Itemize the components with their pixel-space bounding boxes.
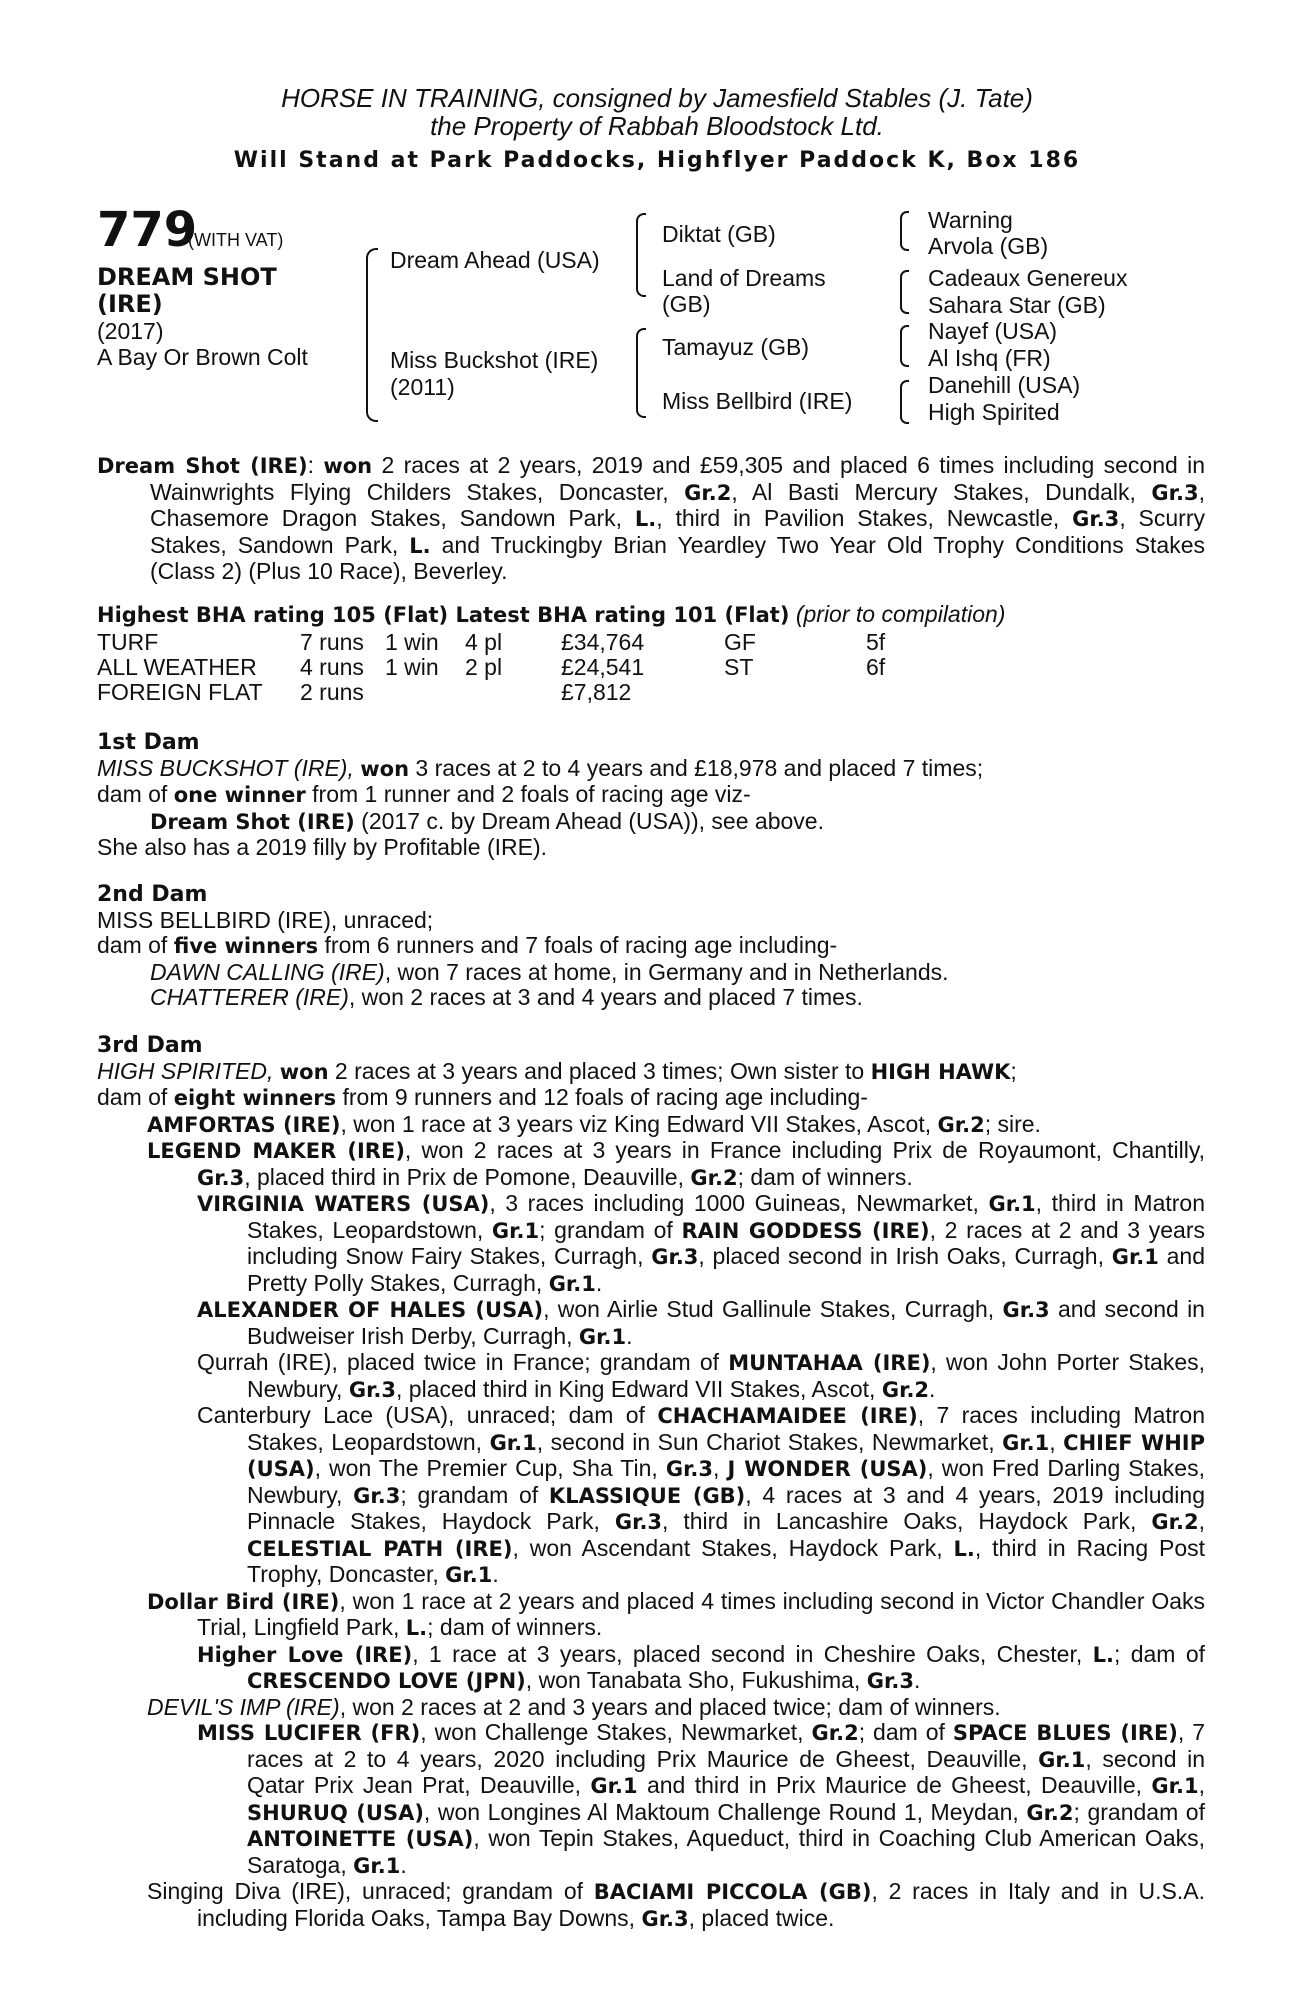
produce-name: DAWN CALLING (IRE) — [150, 958, 385, 985]
produce-text: , placed second in Irish Oaks, Curragh, — [698, 1243, 1112, 1269]
dam-sire-brace — [636, 328, 646, 418]
gen3-brace-3 — [900, 325, 909, 367]
table-cell: 1 win — [385, 654, 439, 680]
produce-name: ANTOINETTE (USA) — [247, 1827, 474, 1851]
summary-text: , Chasemore Dragon Stakes, Sandown Park, — [150, 478, 1205, 531]
produce-name: MISS LUCIFER (FR) — [197, 1721, 421, 1745]
dam-text: from 9 runners and 12 foals of racing age including- — [336, 1084, 868, 1110]
grade-label: Gr.1 — [1151, 1774, 1199, 1798]
grade-label: Gr.1 — [578, 1324, 627, 1349]
produce-name: CHACHAMAIDEE (IRE) — [657, 1404, 918, 1428]
produce-entry — [97, 1879, 1205, 1932]
produce-text: . — [929, 1375, 936, 1402]
dam-year: (2011) — [390, 374, 455, 400]
table-cell: 5f — [866, 629, 886, 655]
produce-name: CRESCENDO LOVE (JPN) — [247, 1669, 526, 1693]
grade-label: Gr.1 — [445, 1563, 493, 1587]
produce-text: , won John Porter Stakes, Newbury, — [247, 1349, 1206, 1402]
dam-text: 3 races at 2 to 4 years and £18,978 and placed 7 times; — [409, 754, 984, 781]
foal-name: Dream Shot (IRE) — [150, 809, 355, 834]
produce-text: , — [1198, 1508, 1205, 1534]
dam-text: (2017 c. by Dream Ahead (USA)), see above. — [354, 807, 824, 834]
produce-text: , 2 races at 2 and 3 years including Snow Fairy Stakes, Curragh, — [247, 1216, 1205, 1269]
produce-text: , won Fred Darling Stakes, Newbury, — [247, 1455, 1205, 1508]
produce-name: SHURUQ (USA) — [247, 1800, 424, 1825]
sibling-name: HIGH HAWK — [870, 1059, 1011, 1084]
produce-text: , won Challenge Stakes, Newmarket, — [420, 1719, 812, 1745]
produce-text: Canterbury Lace (USA), unraced; dam of — [197, 1402, 658, 1428]
produce-name: DEVIL'S IMP (IRE) — [147, 1693, 340, 1720]
produce-name: LEGEND MAKER (IRE) — [147, 1139, 405, 1163]
produce-name: SPACE BLUES (IRE) — [952, 1721, 1178, 1745]
produce-text: , won Longines Al Maktoum Challenge Round 1, Meydan, — [423, 1798, 1027, 1825]
dam-text: dam of — [97, 932, 174, 958]
section-heading: 2nd Dam — [97, 882, 208, 907]
dam-text: 2 races at 3 years and placed 3 times; Own sister to — [328, 1057, 871, 1084]
won-label: won — [279, 1059, 329, 1084]
dam-name: MISS BUCKSHOT (IRE), — [97, 754, 354, 781]
table-cell — [465, 680, 561, 705]
produce-text: ; dam of — [858, 1719, 953, 1745]
produce-text: , — [1198, 1772, 1205, 1798]
first-dam-section — [97, 730, 1205, 861]
produce-text: ; dam of — [1113, 1640, 1205, 1667]
produce-text: , won Tanabata Sho, Fukushima, — [525, 1667, 867, 1693]
race-record-summary: Dream Shot (IRE): won 2 races at 2 years, 2019 and £59,305 and placed 6 times including second in Wainwrights Flying Childers Stakes, Doncaster, Gr.2, Al Basti Mercury Stakes, Dundalk, Gr.3, Chasemore Dragon Stakes, Sandown Park, L., third in Pavilion Stakes, Newcastle, Gr.3, Scurry Stakes, Sandown Park, L. and Truckingby Brian Yeardley Two Year Old Trophy Conditions Stakes (Class 2) (Plus 10 Race), Beverley. — [97, 452, 1206, 584]
produce-text: , third in Matron Stakes, Leopardstown, — [247, 1190, 1205, 1243]
bha-ratings: Highest BHA rating 105 (Flat) Latest BHA rating 101 (Flat) — [97, 603, 790, 627]
produce-name: J WONDER (USA) — [727, 1457, 928, 1481]
stabling-line: Will Stand at Park Paddocks, Highflyer Paddock K, Box 186 — [233, 148, 1081, 173]
produce-text: . — [492, 1561, 499, 1587]
produce-text: , third in Lancashire Oaks, Haydock Park, — [662, 1508, 1152, 1534]
produce-name: KLASSIQUE (GB) — [548, 1483, 746, 1508]
grade-label: Gr.3 — [866, 1669, 914, 1693]
gen3-brace-1 — [900, 211, 909, 251]
table-cell: ALL WEATHER — [97, 654, 257, 680]
grade-label: Gr.1 — [590, 1774, 638, 1798]
section-heading: 3rd Dam — [97, 1033, 203, 1058]
won-label: won — [323, 454, 373, 478]
horse-suffix: (IRE) — [97, 290, 163, 318]
produce-text: , third in Racing Post Trophy, Doncaster, — [247, 1534, 1205, 1587]
sire-sire: Diktat (GB) — [662, 221, 776, 247]
table-row — [97, 630, 885, 655]
gen3-brace-4 — [900, 380, 909, 424]
sire-dam-dam: Sahara Star (GB) — [928, 292, 1106, 318]
produce-text: , won 2 races at 3 years in France including Prix de Royaumont, Chantilly, — [404, 1137, 1206, 1163]
grade-label: Gr.2 — [811, 1721, 859, 1745]
table-cell: 7 runs — [300, 629, 364, 655]
produce-entry — [97, 1297, 1205, 1350]
produce-text: . — [913, 1667, 921, 1693]
table-cell: 6f — [866, 654, 886, 680]
produce-text: ; sire. — [984, 1110, 1041, 1137]
produce-name: VIRGINIA WATERS (USA) — [197, 1192, 490, 1216]
summary-text: , Scurry Stakes, Sandown Park, — [150, 505, 1206, 558]
foaling-year: (2017) — [97, 318, 164, 344]
sire-dam-sire: Cadeaux Genereux — [928, 265, 1128, 291]
produce-text: . — [595, 1269, 603, 1296]
sire: Dream Ahead (USA) — [390, 247, 600, 273]
table-row — [97, 655, 885, 680]
grade-label: Gr.1 — [491, 1218, 540, 1243]
produce-name: CHATTERER (IRE) — [150, 984, 349, 1010]
summary-text: and Truckingby Brian Yeardley Two Year Old Trophy Conditions Stakes (Class 2) (Plus 10 Race), Beverley. — [150, 531, 1206, 584]
produce-text: Qurrah (IRE), placed twice in France; grandam of — [197, 1349, 729, 1375]
summary-text: , Al Basti Mercury Stakes, Dundalk, — [731, 478, 1152, 505]
table-cell: 2 pl — [465, 654, 503, 680]
grade-label: Gr.1 — [1038, 1747, 1086, 1772]
race-record-table — [97, 630, 885, 705]
produce-text: , won Tepin Stakes, Aqueduct, third in Coaching Club American Oaks, Saratoga, — [247, 1825, 1206, 1878]
grade-label: Gr.3 — [614, 1510, 663, 1534]
dam-text: MISS BELLBIRD (IRE), unraced; — [97, 906, 434, 933]
produce-text: ; grandam of — [1073, 1798, 1205, 1825]
grade-label: Gr.3 — [665, 1457, 714, 1481]
gen3-brace-2 — [900, 270, 909, 314]
produce-text: and second in Budweiser Irish Derby, Curragh, — [247, 1296, 1205, 1349]
listed-label: L. — [405, 1616, 428, 1640]
table-cell: ST — [724, 654, 754, 680]
grade-label: Gr.2 — [690, 1165, 738, 1190]
table-cell — [866, 680, 885, 705]
dam: Miss Buckshot (IRE) — [390, 347, 599, 373]
produce-text: . — [400, 1851, 407, 1878]
grade-label: Gr.1 — [1111, 1245, 1159, 1269]
produce-text: , won Airlie Stud Gallinule Stakes, Curragh, — [543, 1296, 1003, 1322]
property-line: the Property of Rabbah Bloodstock Ltd. — [430, 111, 884, 141]
dam-brace — [366, 338, 378, 422]
table-cell — [724, 680, 866, 705]
section-heading: 1st Dam — [97, 730, 200, 755]
produce-name: CHIEF WHIP (USA) — [247, 1430, 1205, 1481]
listed-label: L. — [1092, 1642, 1114, 1667]
produce-entry — [97, 1720, 1205, 1879]
table-cell: 2 runs — [300, 679, 364, 705]
winners-count: eight winners — [173, 1086, 337, 1110]
produce-name: Dollar Bird (IRE) — [147, 1589, 340, 1614]
grade-label: Gr.1 — [1002, 1430, 1050, 1455]
dam-text: dam of — [97, 1084, 174, 1110]
produce-text: , placed twice. — [688, 1904, 835, 1931]
dam-text: from 1 runner and 2 foals of racing age viz- — [305, 781, 751, 807]
produce-text: ; dam of winners. — [427, 1614, 603, 1640]
grade-label: Gr.3 — [651, 1245, 699, 1269]
winners-count: one winner — [173, 783, 306, 807]
produce-entry — [97, 1138, 1205, 1191]
grade-label: Gr.1 — [548, 1271, 596, 1296]
produce-text: and third in Prix Maurice de Gheest, Deauville, — [637, 1772, 1152, 1798]
table-cell: £24,541 — [561, 654, 645, 680]
produce-text: and Pretty Polly Stakes, Curragh, — [247, 1243, 1205, 1296]
produce-text: , 7 races at 2 to 4 years, 2020 including Prix Maurice de Gheest, Deauville, — [247, 1719, 1206, 1772]
table-cell: FOREIGN FLAT — [97, 679, 263, 705]
grade-label: Gr.1 — [353, 1853, 401, 1878]
produce-text: , — [713, 1455, 728, 1481]
won-label: won — [360, 756, 410, 781]
produce-text: . — [626, 1322, 633, 1349]
produce-name: BACIAMI PICCOLA (GB) — [593, 1880, 872, 1904]
dam-text: ; — [1010, 1057, 1017, 1084]
grade-label: Gr.3 — [1002, 1298, 1050, 1322]
second-dam-section — [97, 882, 1205, 1011]
listed-label: L. — [409, 533, 431, 558]
grade-label: Gr.3 — [348, 1377, 397, 1402]
horse-name: DREAM SHOT — [97, 263, 277, 291]
consignor-line: HORSE IN TRAINING, consigned by Jamesfield Stables (J. Tate) — [281, 83, 1033, 113]
vat-label: (WITH VAT) — [188, 230, 284, 250]
sire-brace — [366, 248, 378, 340]
dam-sire-sire: Nayef (USA) — [928, 318, 1058, 344]
produce-entry — [97, 1589, 1205, 1642]
table-cell: 4 runs — [300, 654, 364, 680]
sire-dam: Land of Dreams — [662, 265, 826, 291]
produce-text: , 2 races in Italy and in U.S.A. including Florida Oaks, Tampa Bay Downs, — [197, 1878, 1205, 1931]
dam-name: HIGH SPIRITED, — [97, 1057, 274, 1084]
dam-sire-dam: Al Ishq (FR) — [928, 345, 1051, 371]
summary-text: 2 races at 2 years, 2019 and £59,305 and placed 6 times including second in Wainwrights Flying Childers Stakes, Doncaster, — [150, 452, 1206, 505]
produce-text: , placed third in King Edward VII Stakes, Ascot, — [396, 1375, 882, 1402]
produce-text: , won 1 race at 3 years viz King Edward VII Stakes, Ascot, — [340, 1110, 938, 1137]
produce-name: MUNTAHAA (IRE) — [728, 1351, 931, 1375]
produce-entry — [97, 1642, 1205, 1695]
produce-text: Singing Diva (IRE), unraced; grandam of — [147, 1878, 594, 1904]
grade-label: Gr.2 — [1026, 1800, 1074, 1825]
produce-text: , won 2 races at 2 and 3 years and placed twice; dam of winners. — [339, 1693, 1001, 1720]
grade-label: Gr.3 — [197, 1165, 245, 1190]
produce-name: AMFORTAS (IRE) — [147, 1112, 341, 1137]
produce-text: , — [1049, 1428, 1064, 1455]
horse-description: A Bay Or Brown Colt — [97, 344, 308, 370]
dam-text: from 6 runners and 7 foals of racing age including- — [318, 932, 838, 958]
produce-text: , 3 races including 1000 Guineas, Newmarket, — [489, 1190, 989, 1216]
grade-label: Gr.2 — [1151, 1510, 1199, 1534]
produce-entry — [97, 1403, 1205, 1589]
sire-sire-sire: Warning — [928, 207, 1013, 233]
produce-name: ALEXANDER OF HALES (USA) — [197, 1298, 544, 1322]
listed-label: L. — [953, 1536, 975, 1561]
grade-label: Gr.1 — [489, 1430, 537, 1455]
produce-text: , second in Sun Chariot Stakes, Newmarket, — [536, 1428, 1003, 1455]
grade-label: Gr.1 — [988, 1192, 1036, 1216]
winners-count: five winners — [173, 934, 319, 958]
summary-text: , third in Pavilion Stakes, Newcastle, — [656, 505, 1073, 531]
table-cell: £34,764 — [561, 629, 645, 655]
produce-text: , won Ascendant Stakes, Haydock Park, — [512, 1534, 954, 1561]
table-row — [97, 680, 885, 705]
ratings-note: (prior to compilation) — [795, 601, 1006, 627]
produce-text: , won 2 races at 3 and 4 years and placed 7 times. — [348, 984, 863, 1010]
produce-text: ; dam of winners. — [737, 1163, 913, 1190]
table-cell: TURF — [97, 629, 159, 655]
produce-text: , won 7 races at home, in Germany and in Netherlands. — [384, 958, 949, 985]
ratings-heading — [97, 602, 1205, 629]
table-cell: GF — [724, 629, 756, 655]
produce-text: , 4 races at 3 and 4 years, 2019 including Pinnacle Stakes, Haydock Park, — [247, 1481, 1206, 1534]
produce-text: , won 1 race at 2 years and placed 4 times including second in Victor Chandler Oaks Trial, Lingfield Park, — [197, 1587, 1205, 1640]
produce-entry — [97, 1112, 1205, 1139]
dam-text: dam of — [97, 781, 174, 807]
sire-sire-dam: Arvola (GB) — [928, 233, 1049, 259]
dam-dam-sire: Danehill (USA) — [928, 372, 1081, 398]
table-cell: £7,812 — [561, 679, 632, 705]
dam-text: She also has a 2019 filly by Profitable (IRE). — [97, 834, 548, 860]
grade-label: Gr.3 — [353, 1483, 401, 1508]
dam-dam: Miss Bellbird (IRE) — [662, 388, 853, 414]
third-dam-section — [97, 1033, 1205, 1932]
produce-text: , second in Qatar Prix Jean Prat, Deauville, — [247, 1745, 1205, 1798]
table-cell: 1 win — [385, 629, 439, 655]
dam-dam-dam: High Spirited — [928, 399, 1060, 425]
grade-label: Gr.3 — [1072, 507, 1120, 531]
produce-text: , 1 race at 3 years, placed second in Cheshire Oaks, Chester, — [412, 1640, 1093, 1667]
table-cell — [385, 680, 465, 705]
dam-sire: Tamayuz (GB) — [662, 334, 809, 360]
grade-label: Gr.2 — [937, 1112, 985, 1137]
produce-name: Higher Love (IRE) — [197, 1642, 413, 1667]
grade-label: Gr.2 — [881, 1377, 930, 1402]
listed-label: L. — [634, 507, 657, 531]
produce-text: ; grandam of — [539, 1216, 682, 1243]
produce-entry — [97, 1695, 1205, 1721]
table-cell: 4 pl — [465, 629, 503, 655]
lot-number: 779 — [97, 202, 198, 258]
horse-name-inline: Dream Shot (IRE) — [97, 454, 308, 478]
grade-label: Gr.3 — [641, 1906, 689, 1931]
grade-label: Gr.3 — [1151, 480, 1199, 505]
produce-entry — [97, 1350, 1205, 1403]
sire-dam-suffix: (GB) — [662, 291, 711, 317]
grade-label: Gr.2 — [684, 480, 732, 505]
produce-text: , placed third in Prix de Pomone, Deauville, — [244, 1163, 691, 1190]
produce-text: ; grandam of — [400, 1481, 549, 1508]
sire-sire-brace — [636, 213, 646, 297]
produce-entry — [97, 1191, 1205, 1297]
produce-name: CELESTIAL PATH (IRE) — [247, 1536, 513, 1561]
produce-text: , 7 races including Matron Stakes, Leopardstown, — [247, 1402, 1206, 1455]
produce-text: , won The Premier Cup, Sha Tin, — [314, 1455, 666, 1481]
produce-name: RAIN GODDESS (IRE) — [681, 1218, 930, 1243]
